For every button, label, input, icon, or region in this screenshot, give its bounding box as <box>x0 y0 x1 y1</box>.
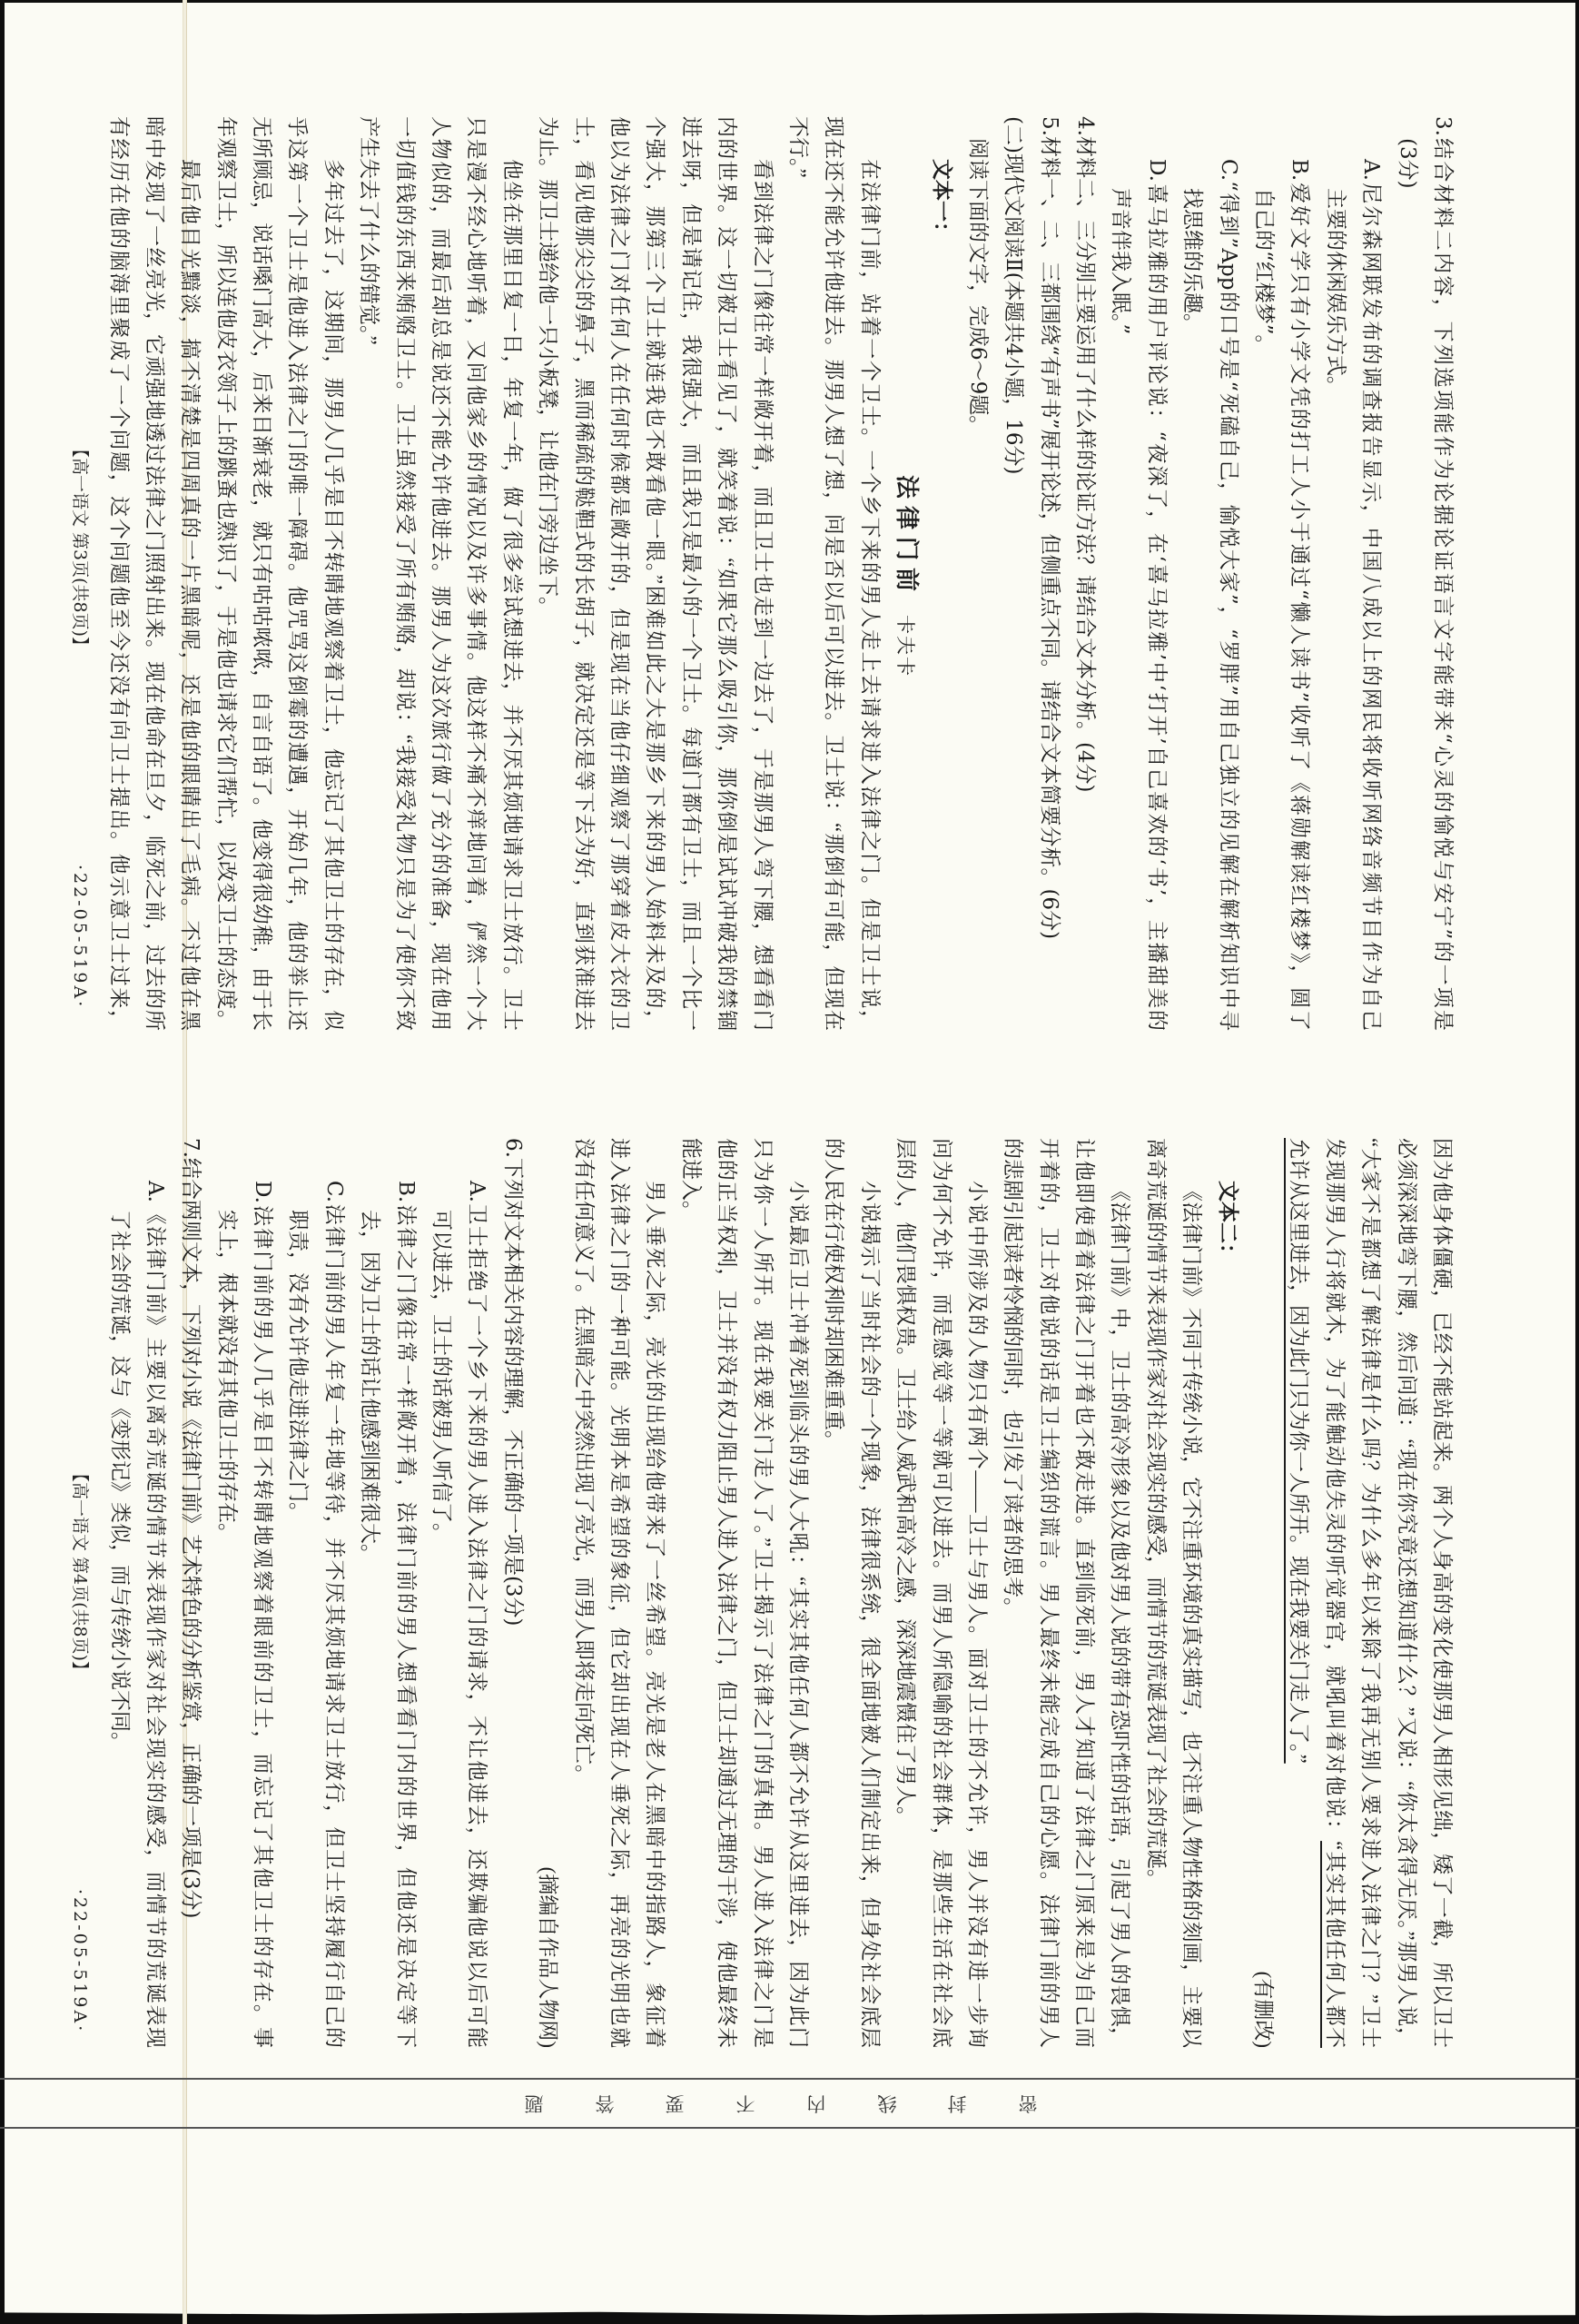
text-line: 小说揭示了当时社会的一个现象，法律很系统，很全面地被人们制定出来，但身处社会底层 <box>858 1181 882 2048</box>
text-line: 离奇荒诞的情节来表现作家对社会现实的感受，而情节的荒诞表现了社会的荒诞。 <box>1144 1138 1168 1890</box>
option-d-cont: 实上，根本就没有其他卫士的存在。 <box>214 1210 239 1544</box>
text-line: 产生失去了什么的错觉。” <box>358 116 381 345</box>
text-line: 他坐在那里日复一日，年复一年，做了很多尝试想进去，并不厌其烦地请求卫士放行。卫士 <box>500 159 524 1031</box>
text-line: 多年过去了，这期间，那男人几乎是目不转睛地观察着卫士，他忘记了其他卫士的存在，似 <box>321 159 345 1031</box>
binding-label-char: 答 <box>595 2092 615 2114</box>
binding-warning-label <box>524 2092 1038 2114</box>
option-b: B.爱好文学只有小学文凭的打工人小于通过“懒人读书”收听了《蒋勋解读红楼梦》，圆了 <box>1288 159 1312 1031</box>
scan-border <box>0 0 1579 3</box>
text-line: 他的正当权利，卫士并没有权力阻止男人进入法律之门，但卫士却通过无理的干涉，使他最终未 <box>715 1138 739 2048</box>
option-c-cont: 找思维的乐趣。 <box>1180 188 1205 334</box>
page-3-footer-code: ·22-05-519A· <box>70 865 90 1010</box>
paragraph <box>673 1138 816 2048</box>
text-1-label: 文本一： <box>929 159 954 242</box>
text-line: 不行。” <box>786 116 810 178</box>
question-7 <box>101 1138 208 2048</box>
paragraph <box>101 116 208 1031</box>
scan-border <box>0 0 5 2324</box>
page-3-footer-label: 【高一语文 第3页(共8页)】 <box>70 440 90 655</box>
question-6 <box>208 1138 530 2048</box>
text-line: 人物似的，而最后却总是说还不能允许他进去。那男人为这次旅行做了充分的准备，现在他用 <box>429 116 453 1031</box>
text-line: 开着的，卫士对他说的话是卫士编织的谎言。男人最终未能完成自己的心愿。法律门前的男人 <box>1037 1138 1061 2048</box>
option-a: A.《法律门前》主要以离奇荒诞的情节来表现作家对社会现实的感受，而情节的荒诞表现 <box>143 1181 167 2048</box>
option-c: C.“得到”App的口号是“死磕自己，愉悦大家”，“罗胖”用自己独立的见解在解析知识中寻 <box>1216 159 1240 1031</box>
option-b-cont: 去，因为卫士的话让他感到困难很大。 <box>358 1210 382 1565</box>
text-line: 只是漫不经心地听着，又问他家乡的情况以及许多事情。他这样不痛不痒地问着，俨然一个大 <box>465 116 489 1031</box>
binding-label-char: 不 <box>735 2092 755 2114</box>
section-instruction: 阅读下面的文字，完成6～9题。 <box>965 138 990 437</box>
option-a: A.尼尔森网联发布的调查报告显示，中国八成以上的网民将收听网络音频节目作为自己 <box>1359 159 1384 1031</box>
binding-label-char: 内 <box>806 2092 826 2114</box>
text-segment: 发现那男人行将就木，为了能触动他失灵的听觉器官，就吼叫着对他说： <box>1323 1138 1347 1842</box>
underlined-text: “其实其他任何人都不 <box>1323 1841 1347 2048</box>
text-line <box>1317 1138 1352 2048</box>
commentary-text <box>530 1138 1209 2048</box>
text-line: 只为你一人所开。现在我要关门走人了。”卫士揭示了法律之门的真相。男人进入法律之门是 <box>751 1138 775 2048</box>
binding-line <box>0 2127 1579 2129</box>
story-author: 卡夫卡 <box>894 615 917 678</box>
option-a-cont: 了社会的荒诞，这与《变形记》类似，而与传统小说不同。 <box>107 1210 132 1753</box>
underlined-text: 允许从这里进去，因为此门只为你一人所开。现在我要关门走人了。” <box>1288 1138 1311 1764</box>
scan-border <box>0 2311 1579 2324</box>
option-c: C.法律门前的男人年复一年地等待，并不厌其烦地请求卫士放行，但卫士坚持履行自己的 <box>321 1181 346 2048</box>
option-d-cont: 声音伴我入眠。” <box>1109 188 1133 335</box>
option-a-cont: 主要的休闲娱乐方式。 <box>1323 188 1347 397</box>
text-line: 进去呀，但是请记住，我很强大，而且我只是最小的一个卫士。每道门都有卫士，而且一个比一 <box>679 116 703 1031</box>
story-text <box>101 116 888 1031</box>
option-a: A.卫士拒绝了一个乡下来的男人进入法律之门的请求，不让他进去，还欺骗他说以后可能 <box>465 1181 489 2048</box>
text-line: 最后他目光黯淡，搞不清楚是四周真的一片黑暗呢，还是他的眼睛出了毛病。不过他在黑 <box>179 159 202 1031</box>
option-b-cont: 自己的“红楼梦”。 <box>1252 188 1277 356</box>
source-citation: (摘编自作品人物网) <box>537 1866 560 2048</box>
page-4-footer-label: 【高一语文 第4页(共8页)】 <box>70 1465 90 1679</box>
page-4 <box>101 1138 1460 2048</box>
text-line: 在法律门前，站着一个卫士。一个乡下来的男人走上去请求进入法律之门。但是卫士说， <box>858 159 882 1031</box>
text-line: 让他即使看着法律之门开着也不敢走进。直到临死前，男人才知道了法律之门原来是为自己而 <box>1073 1138 1097 2048</box>
option-c-cont: 职责，没有允许他走进法律之门。 <box>286 1210 311 1523</box>
paragraph <box>530 116 781 1031</box>
text-line: 的人民在行使权利时却困难重重。 <box>823 1138 846 1451</box>
text-line: 问为何不允许，而是感觉等一等就可以进去。而男人所隐喻的社会群体，是那些生活在社会底 <box>930 1138 953 2048</box>
binding-label-char: 封 <box>947 2092 967 2114</box>
text-line: 看到法律之门像往常一样敞开着，而且卫士也走到一边去了，于是那男人弯下腰，想看看门 <box>751 159 775 1031</box>
text-line: 《法律门前》中，卫士的高冷形象以及他对男人说的带有恐吓性的话语，引起了男人的畏惧， <box>1109 1181 1132 2048</box>
text-line: 无所顾忌，说话嗓门高大，后来日渐衰老，就只有咕咕哝哝，自言自语了。他变得很幼稚，由于长 <box>251 116 274 1031</box>
binding-line <box>0 2078 1579 2080</box>
text-line: 小说中所涉及的人物只有两个——卫士与男人。面对卫士的不允许，男人并没有进一步询 <box>965 1181 989 2048</box>
option-b: B.法律之门像往常一样敞开着，法律门前的男人想看看门内的世界，但他还是决定等下 <box>393 1181 418 2048</box>
paragraph <box>1138 1138 1209 2048</box>
text-line: 小说最后卫士冲着死到临头的男人大吼：“其实其他任何人都不允许从这里进去，因为此门 <box>786 1181 810 2048</box>
text-line: 男人垂死之际，亮光的出现给他带来了一丝希望。亮光是老人在黑暗中的指路人，象征着 <box>644 1181 667 2048</box>
paragraph <box>995 1138 1139 2048</box>
binding-label-char: 题 <box>524 2092 544 2114</box>
question-3-points: (3分) <box>1395 138 1419 189</box>
text-line: 个强大，那第三个卫士就连我也不敢看他一眼。”困难如此之大是那乡下来的男人始料未及的， <box>644 116 667 1031</box>
paragraph <box>566 1138 673 2048</box>
paragraph <box>816 1138 888 2048</box>
page-3 <box>101 116 1460 1031</box>
text-line: 因为他身体僵硬，已经不能站起来。两个人身高的变化使那男人相形见绌，矮了一截，所以卫士 <box>1431 1138 1454 2048</box>
paragraph <box>888 1138 995 2048</box>
text-line: 层的人，他们畏惧权贵。卫士给人威武和高冷之感，深深地震慑住了男人。 <box>894 1138 918 1827</box>
text-line: “大家不是都想了解法律是什么吗？为什么多年以来除了我再无别人要求进入法律之门？”卫士 <box>1359 1138 1383 2048</box>
text-line: 能进入。 <box>679 1138 703 1221</box>
text-line: 一切值钱的东西来贿赂卫士。卫士虽然接受了所有贿赂，却说：“我接受礼物只是为了使你不致 <box>393 116 417 1031</box>
page-4-footer-code: ·22-05-519A· <box>70 1889 90 2034</box>
text-line: 乎这第一个卫士是他进入法律之门的唯一障碍。他咒骂这倒霉的遭遇，开始几年，他的举止还 <box>286 116 310 1031</box>
text-line: 暗中发现了一丝亮光，它顽强地透过法律之门照射出来。现在他命在旦夕，临死之前，过去的所 <box>143 116 166 1031</box>
binding-label-char: 要 <box>665 2092 685 2114</box>
text-line: 士，看见他那尖尖的鼻子，黑而稀疏的鞑靼式的长胡子，就决定还是等下去为好，直到获准进去 <box>572 116 596 1031</box>
question-7-stem: 7.结合两则文本，下列对小说《法律门前》艺术特色的分析鉴赏，正确的一项是(3分) <box>179 1138 203 1919</box>
text-line: 的悲剧引起读者怜悯的同时，也引发了读者的思考。 <box>1002 1138 1025 1618</box>
binding-label-char: 线 <box>877 2092 897 2114</box>
text-line: 有经历在他的脑海里聚成了一个问题，这个问题他至今还没有向卫士提出。他示意卫士过来， <box>107 116 131 1031</box>
story-title-line <box>888 116 923 1031</box>
section-heading: (二)现代文阅读Ⅱ(本题共4小题，16分) <box>1002 116 1026 475</box>
text-line: 现在还不能允许他进去。那男人想了想，问是否以后可以进去。卫士说：“那倒有可能，但现在 <box>823 116 846 1031</box>
question-4: 4.材料二、三分别主要运用了什么样的论证方法？请结合文本分析。(4分) <box>1073 116 1098 793</box>
text-line: 内的世界。这一切被卫士看见了，就笑着说：“如果它那么吸引你，那你倒是试试冲破我的禁锢 <box>715 116 739 1031</box>
scan-border <box>1575 0 1579 2324</box>
paragraph <box>781 116 888 1031</box>
paragraph <box>351 116 530 1031</box>
text-line: 为止。那卫士递给他一只小板凳，让他在门旁边坐下。 <box>537 116 560 618</box>
text-line: 年观察卫士，所以连他皮衣领子上的跳蚤也熟识了，于是他也请求它们帮忙，以改变卫士的态度。 <box>214 116 238 1031</box>
paragraph <box>208 116 351 1031</box>
question-3-stem: 3.结合材料二内容，下列选项能作为论据论证语言文字能带来“心灵的愉悦与安宁”的一项是 <box>1431 116 1455 1031</box>
story-title: 法律门前 <box>893 475 921 599</box>
text-line <box>1281 1138 1317 2048</box>
text-line: 进入法律之门的一种可能。光明本是希望的象征，但它却出现在人垂死之际，再亮的光明也就 <box>608 1138 632 2048</box>
question-3 <box>1102 116 1460 1031</box>
text-line: 必须深深地弯下腰，然后问道：“现在你究竟还想知道什么？”又说：“你太贪得无厌。”那男人说， <box>1395 1138 1418 2048</box>
text-2-label: 文本二： <box>1215 1181 1240 1264</box>
story-text-continued <box>1246 1138 1460 2048</box>
text-line: 他以为法律之门对任何人在任何时候都是敞开的，但是现在当他仔细观察了那穿着皮大衣的卫 <box>608 116 632 1031</box>
binding-label-char: 密 <box>1018 2092 1038 2114</box>
question-5: 5.材料一、二、三都围绕“有声书”展开论述，但侧重点不同。请结合文本简要分析。(6分) <box>1037 116 1061 940</box>
edit-note: (有删改) <box>1252 1971 1276 2048</box>
option-a-cont: 可以进去，卫士的话被男人听信了。 <box>429 1210 454 1544</box>
question-6-stem: 6.下列对文本相关内容的理解，不正确的一项是(3分) <box>500 1138 525 1627</box>
option-d: D.法律门前的男人几乎是目不转睛地观察着眼前的卫士，而忘记了其他卫士的存在。事 <box>251 1181 275 2048</box>
text-line: 没有任何意义了。在黑暗之中突然出现了亮光，而男人即将走向死亡。 <box>572 1138 596 1785</box>
text-line: 《法律门前》不同于传统小说，它不注重环境的真实描写，也不注重人物性格的刻画，主要以 <box>1180 1181 1204 2048</box>
option-d: D.喜马拉雅的用户评论说：“夜深了，在‘喜马拉雅’中‘打开’自己喜欢的‘书’，主播甜美的 <box>1144 159 1169 1031</box>
